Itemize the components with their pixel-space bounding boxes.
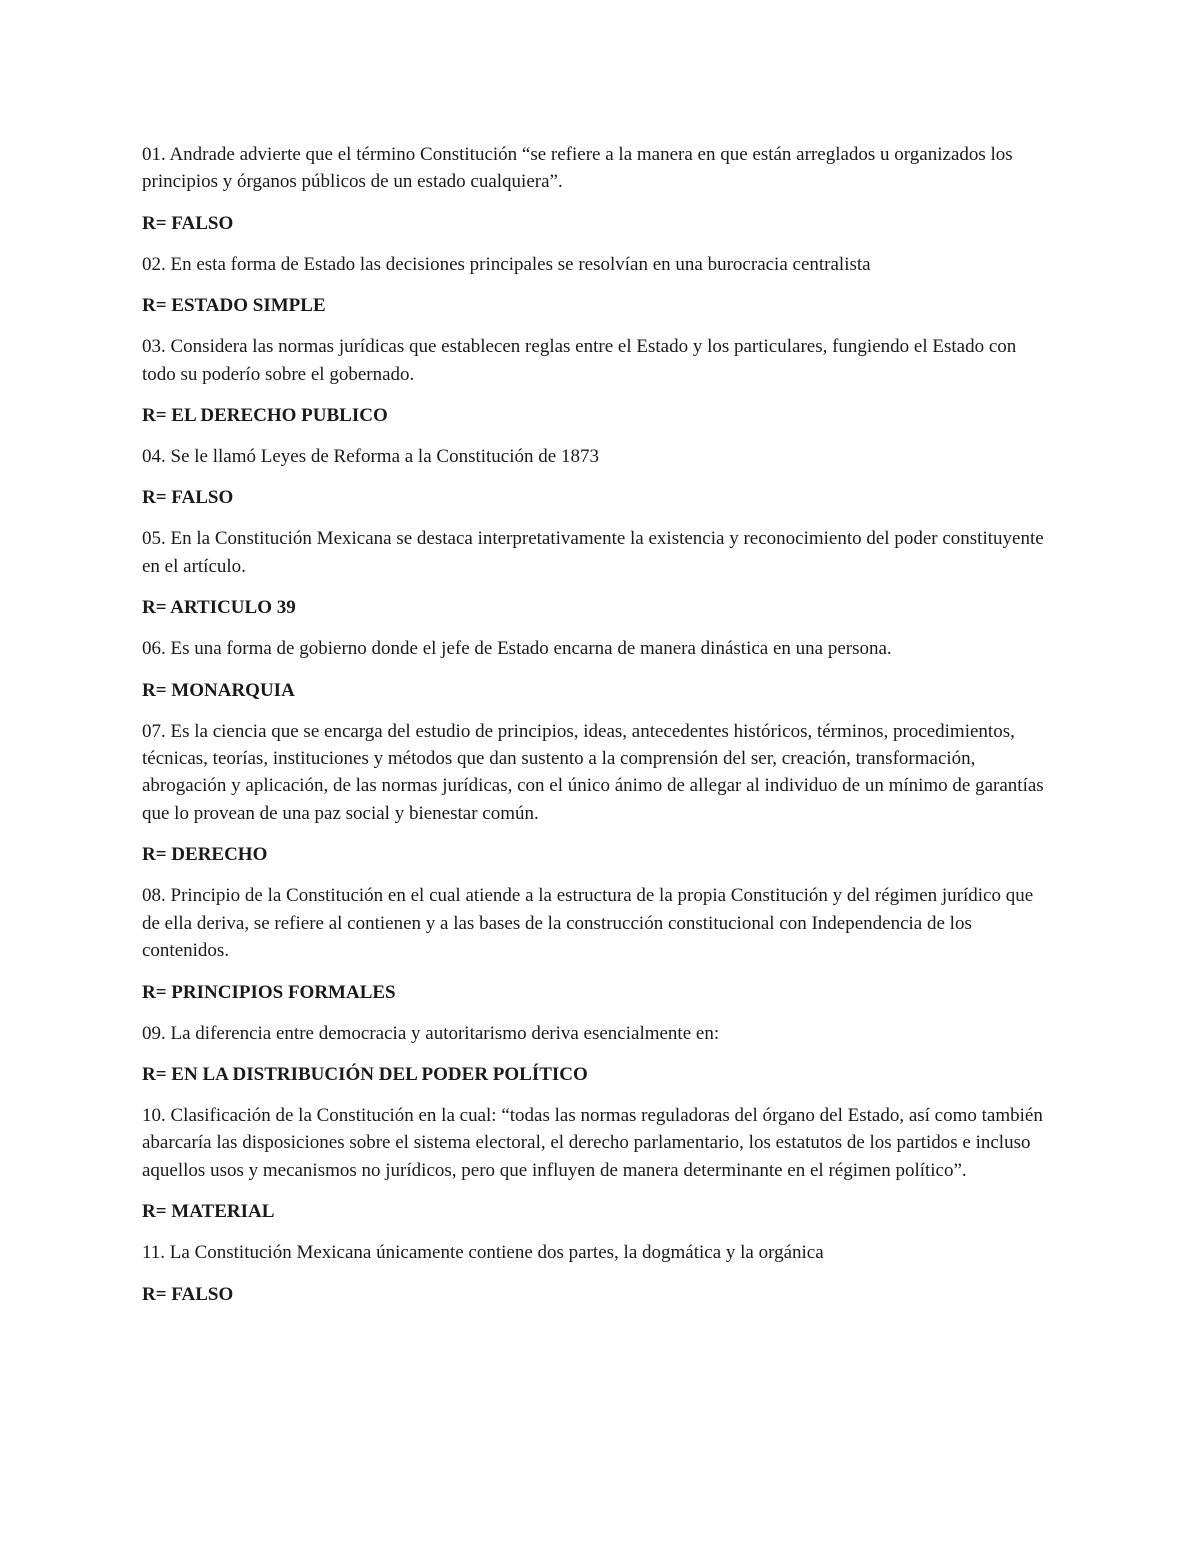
answer-06: R= MONARQUIA [142, 679, 295, 701]
document-body [142, 141, 1054, 1322]
question-06: 06. Es una forma de gobierno donde el jefe de Estado encarna de manera dinástica en una persona. [142, 638, 892, 660]
question-07: 07. Es la ciencia que se encarga del estudio de principios, ideas, antecedentes históricos, términos, procedimientos, técnicas, teorías, instituciones y métodos que dan sustento a la comprensión del ser, creación, transformación, abrogación y aplicación, de las normas jurídicas, con el único ánimo de allegar al individuo de un mínimo de garantías que lo provean de una paz social y bienestar común. [142, 720, 1044, 824]
question-02: 02. En esta forma de Estado las decisiones principales se resolvían en una burocracia centralista [142, 253, 871, 275]
question-09: 09. La diferencia entre democracia y autoritarismo deriva esencialmente en: [142, 1022, 720, 1044]
answer-07: R= DERECHO [142, 844, 268, 866]
question-03: 03. Considera las normas jurídicas que establecen reglas entre el Estado y los particulares, fungiendo el Estado con todo su poderío sobre el gobernado. [142, 336, 1017, 385]
question-11: 11. La Constitución Mexicana únicamente contiene dos partes, la dogmática y la orgánica [142, 1242, 824, 1264]
answer-09: R= EN LA DISTRIBUCIÓN DEL PODER POLÍTICO [142, 1063, 588, 1085]
question-04: 04. Se le llamó Leyes de Reforma a la Constitución de 1873 [142, 446, 599, 468]
question-05: 05. En la Constitución Mexicana se destaca interpretativamente la existencia y reconocimiento del poder constituyente en el artículo. [142, 528, 1044, 577]
answer-02: R= ESTADO SIMPLE [142, 295, 326, 317]
answer-04: R= FALSO [142, 487, 234, 509]
answer-10: R= MATERIAL [142, 1201, 275, 1223]
question-08: 08. Principio de la Constitución en el cual atiende a la estructura de la propia Constitución y del régimen jurídico que de ella deriva, se refiere al contienen y a las bases de la construcción constitucional con Independencia de los contenidos. [142, 885, 1034, 962]
answer-01: R= FALSO [142, 212, 234, 234]
answer-11: R= FALSO [142, 1283, 234, 1305]
question-10: 10. Clasificación de la Constitución en la cual: “todas las normas reguladoras del órgano del Estado, así como también abarcaría las disposiciones sobre el sistema electoral, el derecho parlamentario, los estatutos de los partidos e incluso aquellos usos y mecanismos no jurídicos, pero que influyen de manera determinante en el régimen político”. [142, 1104, 1043, 1181]
answer-08: R= PRINCIPIOS FORMALES [142, 981, 396, 1003]
question-01: 01. Andrade advierte que el término Constitución “se refiere a la manera en que están arreglados u organizados los principios y órganos públicos de un estado cualquiera”. [142, 144, 1013, 193]
answer-05: R= ARTICULO 39 [142, 597, 296, 619]
answer-03: R= EL DERECHO PUBLICO [142, 405, 388, 427]
